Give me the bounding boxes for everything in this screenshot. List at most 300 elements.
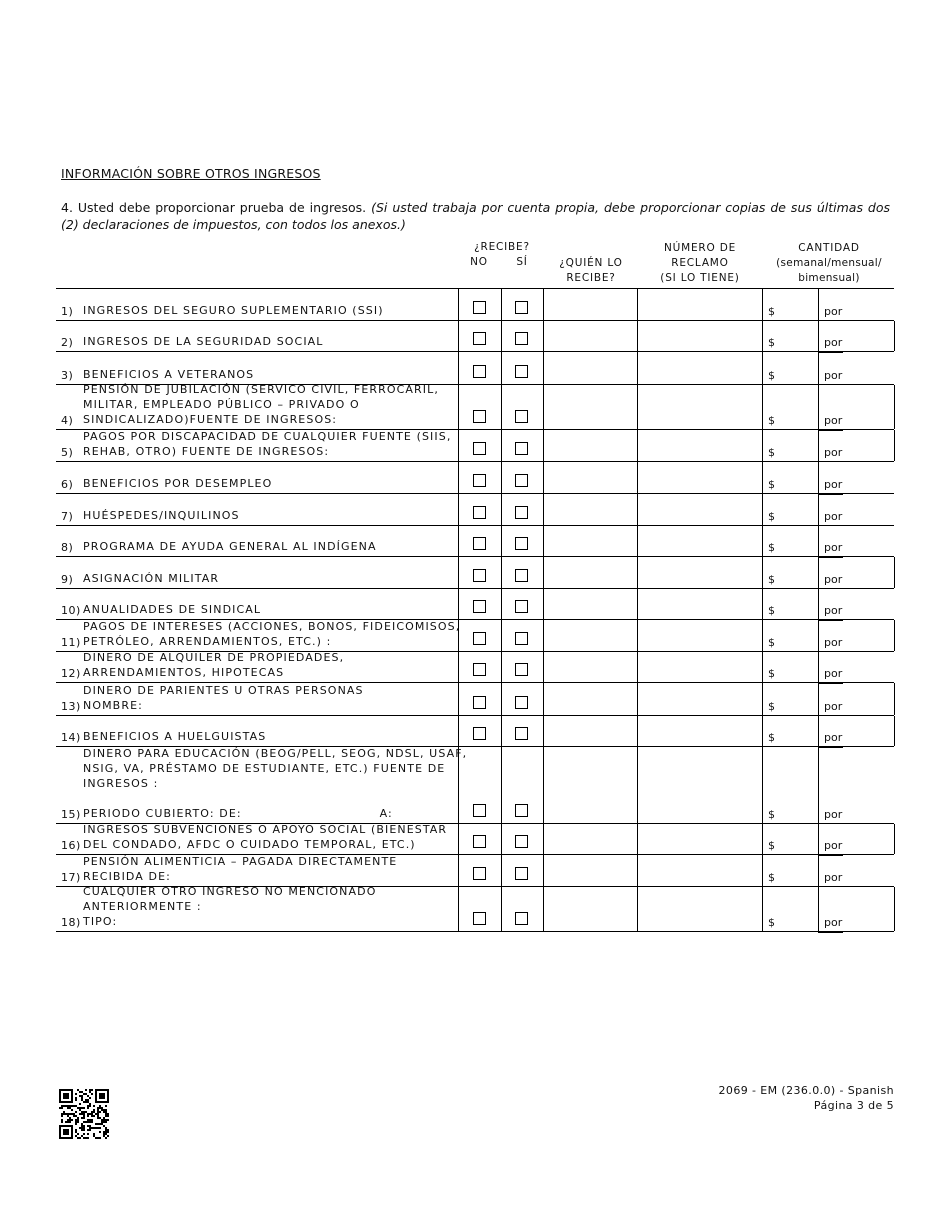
numero-reclamo-field[interactable] xyxy=(638,855,761,886)
barcode-module xyxy=(93,1135,95,1137)
quien-lo-recibe-field[interactable] xyxy=(544,557,636,588)
numero-reclamo-field[interactable] xyxy=(638,716,761,747)
right-border xyxy=(894,385,895,430)
barcode-module xyxy=(65,1133,67,1135)
column-divider xyxy=(501,526,502,557)
row-number: 15) xyxy=(61,807,81,821)
row-label-line: PERIODO CUBIERTO: DE: A: xyxy=(83,806,393,820)
barcode-module xyxy=(107,1097,109,1099)
quien-lo-recibe-field[interactable] xyxy=(544,887,636,932)
quien-lo-recibe-field[interactable] xyxy=(544,747,636,823)
amount-period-field[interactable] xyxy=(846,683,892,715)
checkbox-no[interactable] xyxy=(473,442,486,455)
barcode-module xyxy=(79,1113,81,1115)
barcode-module xyxy=(63,1101,65,1103)
checkbox-no[interactable] xyxy=(473,569,486,582)
amount-period-label: por xyxy=(824,604,843,617)
column-divider xyxy=(818,352,819,384)
checkbox-si[interactable] xyxy=(515,506,528,519)
column-divider xyxy=(501,855,502,886)
numero-reclamo-field[interactable] xyxy=(638,683,761,715)
barcode-module xyxy=(59,1089,61,1091)
amount-dollar-sign: $ xyxy=(768,870,775,884)
barcode-module xyxy=(83,1093,85,1095)
right-border xyxy=(894,683,895,715)
barcode-module xyxy=(73,1105,75,1107)
row-label xyxy=(83,303,452,318)
numero-reclamo-field[interactable] xyxy=(638,652,761,683)
barcode-module xyxy=(103,1117,105,1119)
numero-reclamo-field[interactable] xyxy=(638,526,761,557)
barcode-module xyxy=(95,1123,97,1125)
checkbox-si[interactable] xyxy=(515,365,528,378)
barcode-module xyxy=(99,1123,101,1125)
right-border xyxy=(894,716,895,747)
barcode-module xyxy=(107,1115,109,1117)
barcode-module xyxy=(63,1097,65,1099)
barcode-module xyxy=(61,1115,63,1117)
barcode-module xyxy=(75,1129,77,1131)
barcode-module xyxy=(99,1095,101,1097)
checkbox-si[interactable] xyxy=(515,696,528,709)
table-row xyxy=(56,526,894,558)
barcode-module xyxy=(87,1099,89,1101)
barcode-module xyxy=(69,1105,71,1107)
column-divider xyxy=(762,385,763,430)
barcode-module xyxy=(77,1119,79,1121)
column-divider xyxy=(818,887,819,932)
amount-period-field[interactable] xyxy=(846,462,892,494)
barcode-module xyxy=(87,1133,89,1135)
amount-period-label: por xyxy=(824,870,843,884)
amount-field[interactable] xyxy=(779,652,817,683)
barcode-module xyxy=(75,1093,77,1095)
column-divider xyxy=(501,352,502,384)
column-divider xyxy=(762,557,763,588)
amount-period-field[interactable] xyxy=(846,385,892,430)
numero-reclamo-field[interactable] xyxy=(638,620,761,651)
amount-dollar-sign: $ xyxy=(768,304,775,318)
quien-lo-recibe-field[interactable] xyxy=(544,683,636,715)
column-divider xyxy=(818,620,819,651)
checkbox-no[interactable] xyxy=(473,506,486,519)
column-divider xyxy=(818,652,819,683)
amount-period-field[interactable] xyxy=(846,494,892,525)
row-label-line: NOMBRE: xyxy=(83,698,143,712)
barcode-module xyxy=(85,1121,87,1123)
barcode-module xyxy=(59,1107,61,1109)
checkbox-no[interactable] xyxy=(473,537,486,550)
barcode-module xyxy=(71,1127,73,1129)
quien-lo-recibe-field[interactable] xyxy=(544,526,636,557)
amount-field[interactable] xyxy=(779,589,817,620)
barcode-module xyxy=(83,1121,85,1123)
amount-period-field[interactable] xyxy=(846,289,892,320)
amount-field[interactable] xyxy=(779,321,817,352)
row-label-line: DINERO DE ALQUILER DE PROPIEDADES, xyxy=(83,651,345,664)
row-number: 14) xyxy=(61,731,81,744)
quien-lo-recibe-field[interactable] xyxy=(544,620,636,651)
barcode-module xyxy=(79,1127,81,1129)
right-border xyxy=(894,430,895,461)
row-label-line: PETRÓLEO, ARRENDAMIENTOS, ETC.) : xyxy=(83,634,332,648)
barcode-module xyxy=(81,1111,83,1113)
header-reclamo-line1: NÚMERO DE xyxy=(663,242,737,254)
barcode-module xyxy=(61,1125,63,1127)
row-label-cell xyxy=(56,620,459,651)
barcode-module xyxy=(71,1135,73,1137)
amount-dollar-sign: $ xyxy=(768,667,775,680)
barcode-module xyxy=(75,1111,77,1113)
checkbox-no[interactable] xyxy=(473,410,486,423)
row-number: 5) xyxy=(61,445,74,459)
barcode-module xyxy=(103,1089,105,1091)
numero-reclamo-field[interactable] xyxy=(638,385,761,430)
barcode-module xyxy=(105,1137,107,1139)
barcode-module xyxy=(93,1109,95,1111)
checkbox-si[interactable] xyxy=(515,912,528,925)
numero-reclamo-field[interactable] xyxy=(638,824,761,855)
numero-reclamo-field[interactable] xyxy=(638,589,761,620)
checkbox-si[interactable] xyxy=(515,569,528,582)
row-label xyxy=(83,539,452,554)
column-divider xyxy=(501,652,502,683)
quien-lo-recibe-field[interactable] xyxy=(544,352,636,384)
column-divider xyxy=(762,683,763,715)
checkbox-si[interactable] xyxy=(515,332,528,345)
quien-lo-recibe-field[interactable] xyxy=(544,652,636,683)
barcode-module xyxy=(65,1131,67,1133)
column-divider xyxy=(762,747,763,823)
barcode-module xyxy=(81,1095,83,1097)
quien-lo-recibe-field[interactable] xyxy=(544,430,636,461)
column-divider xyxy=(501,462,502,494)
row-label-cell xyxy=(56,430,459,461)
row-label-cell xyxy=(56,385,459,430)
numero-reclamo-field[interactable] xyxy=(638,557,761,588)
checkbox-no[interactable] xyxy=(473,332,486,345)
amount-period-field[interactable] xyxy=(846,557,892,588)
barcode-module xyxy=(103,1097,105,1099)
barcode-module xyxy=(75,1123,77,1125)
barcode-module xyxy=(101,1121,103,1123)
barcode-module xyxy=(97,1137,99,1139)
barcode-module xyxy=(59,1129,61,1131)
amount-field[interactable] xyxy=(779,526,817,557)
barcode-module xyxy=(63,1111,65,1113)
barcode-module xyxy=(65,1101,67,1103)
quien-lo-recibe-field[interactable] xyxy=(544,589,636,620)
amount-period-field[interactable] xyxy=(846,887,892,932)
numero-reclamo-field[interactable] xyxy=(638,430,761,461)
barcode-module xyxy=(75,1097,77,1099)
barcode-module xyxy=(105,1119,107,1121)
amount-dollar-sign: $ xyxy=(768,635,775,649)
checkbox-si[interactable] xyxy=(515,867,528,880)
amount-dollar-sign: $ xyxy=(768,699,775,713)
barcode-module xyxy=(63,1105,65,1107)
numero-reclamo-field[interactable] xyxy=(638,321,761,352)
quien-lo-recibe-field[interactable] xyxy=(544,462,636,494)
checkbox-no[interactable] xyxy=(473,727,486,740)
barcode-module xyxy=(69,1117,71,1119)
column-divider xyxy=(818,683,819,715)
barcode-module xyxy=(71,1131,73,1133)
checkbox-no[interactable] xyxy=(473,835,486,848)
column-divider xyxy=(762,321,763,352)
amount-period-field[interactable] xyxy=(846,321,892,352)
amount-period-field[interactable] xyxy=(846,747,892,823)
checkbox-si[interactable] xyxy=(515,474,528,487)
row-label-line: DEL CONDADO, AFDC O CUIDADO TEMPORAL, ETC.) xyxy=(83,838,416,851)
barcode-module xyxy=(97,1115,99,1117)
barcode-module xyxy=(105,1131,107,1133)
amount-field[interactable] xyxy=(779,385,817,430)
header-cantidad-line3: bimensual) xyxy=(798,272,860,284)
row-label xyxy=(83,884,452,929)
column-divider xyxy=(818,385,819,430)
row-number: 3) xyxy=(61,368,74,382)
quien-lo-recibe-field[interactable] xyxy=(544,321,636,352)
barcode-module xyxy=(83,1127,85,1129)
page-number: Página 3 de 5 xyxy=(813,1099,894,1112)
quien-lo-recibe-field[interactable] xyxy=(544,289,636,320)
barcode-module xyxy=(71,1109,73,1111)
amount-field[interactable] xyxy=(779,352,817,384)
numero-reclamo-field[interactable] xyxy=(638,289,761,320)
checkbox-si[interactable] xyxy=(515,537,528,550)
checkbox-si[interactable] xyxy=(515,835,528,848)
checkbox-si[interactable] xyxy=(515,442,528,455)
barcode-module xyxy=(93,1115,95,1117)
row-label-line: SINDICALIZADO)FUENTE DE INGRESOS: xyxy=(83,413,338,426)
table-row xyxy=(56,385,894,431)
header-reclamo xyxy=(638,241,762,286)
right-border xyxy=(894,557,895,588)
numero-reclamo-field[interactable] xyxy=(638,887,761,932)
row-number: 6) xyxy=(61,478,74,491)
numero-reclamo-field[interactable] xyxy=(638,462,761,494)
barcode-module xyxy=(103,1125,105,1127)
table-row xyxy=(56,887,894,933)
numero-reclamo-field[interactable] xyxy=(638,352,761,384)
barcode-module xyxy=(107,1113,109,1115)
column-divider xyxy=(762,716,763,747)
checkbox-si[interactable] xyxy=(515,727,528,740)
amount-period-field[interactable] xyxy=(846,620,892,651)
quien-lo-recibe-field[interactable] xyxy=(544,716,636,747)
checkbox-si[interactable] xyxy=(515,632,528,645)
amount-field[interactable] xyxy=(779,716,817,747)
row-label-line: PENSIÓN ALIMENTICIA – PAGADA DIRECTAMENTE xyxy=(83,854,398,868)
barcode-module xyxy=(85,1111,87,1113)
amount-period-field[interactable] xyxy=(846,652,892,683)
barcode-module xyxy=(99,1093,101,1095)
table-row xyxy=(56,589,894,621)
barcode-module xyxy=(65,1093,67,1095)
barcode-module xyxy=(83,1111,85,1113)
column-divider xyxy=(818,289,819,320)
row-label xyxy=(83,508,452,523)
checkbox-si[interactable] xyxy=(515,663,528,676)
barcode-module xyxy=(59,1135,61,1137)
amount-period-label: por xyxy=(824,445,843,459)
barcode-module xyxy=(71,1091,73,1093)
checkbox-si[interactable] xyxy=(515,301,528,314)
amount-dollar-sign: $ xyxy=(768,509,775,523)
barcode-module xyxy=(77,1137,79,1139)
barcode-module xyxy=(101,1119,103,1121)
barcode-module xyxy=(99,1105,101,1107)
barcode-module xyxy=(83,1113,85,1115)
barcode-module xyxy=(107,1095,109,1097)
checkbox-no[interactable] xyxy=(473,632,486,645)
barcode-module xyxy=(87,1101,89,1103)
checkbox-no[interactable] xyxy=(473,301,486,314)
checkbox-no[interactable] xyxy=(473,867,486,880)
barcode-module xyxy=(103,1119,105,1121)
amount-period-field[interactable] xyxy=(846,430,892,461)
quien-lo-recibe-field[interactable] xyxy=(544,385,636,430)
row-label-line: TIPO: xyxy=(83,915,118,928)
amount-period-field[interactable] xyxy=(846,352,892,384)
amount-period-label: por xyxy=(824,541,843,554)
checkbox-no[interactable] xyxy=(473,663,486,676)
numero-reclamo-field[interactable] xyxy=(638,494,761,525)
amount-field[interactable] xyxy=(779,494,817,525)
amount-field[interactable] xyxy=(779,289,817,320)
barcode-module xyxy=(105,1121,107,1123)
barcode-module xyxy=(59,1133,61,1135)
barcode-module xyxy=(63,1089,65,1091)
barcode-module xyxy=(65,1125,67,1127)
barcode-module xyxy=(67,1133,69,1135)
amount-dollar-sign: $ xyxy=(768,604,775,617)
barcode-module xyxy=(105,1109,107,1111)
row-number: 11) xyxy=(61,635,81,649)
barcode-module xyxy=(59,1091,61,1093)
amount-period-field[interactable] xyxy=(846,824,892,855)
amount-field[interactable] xyxy=(779,430,817,461)
barcode-module xyxy=(75,1121,77,1123)
checkbox-si[interactable] xyxy=(515,410,528,423)
barcode-module xyxy=(63,1131,65,1133)
amount-field[interactable] xyxy=(779,620,817,651)
amount-field[interactable] xyxy=(779,747,817,823)
checkbox-no[interactable] xyxy=(473,804,486,817)
row-label xyxy=(83,382,452,427)
barcode-module xyxy=(95,1101,97,1103)
barcode-module xyxy=(95,1137,97,1139)
barcode-module xyxy=(69,1101,71,1103)
barcode-module xyxy=(71,1101,73,1103)
amount-period-label: por xyxy=(824,509,843,523)
amount-field[interactable] xyxy=(779,824,817,855)
barcode-module xyxy=(85,1093,87,1095)
amount-field[interactable] xyxy=(779,683,817,715)
checkbox-no[interactable] xyxy=(473,600,486,613)
amount-field[interactable] xyxy=(779,557,817,588)
amount-field[interactable] xyxy=(779,855,817,886)
barcode-module xyxy=(67,1095,69,1097)
barcode-module xyxy=(67,1113,69,1115)
row-label-cell xyxy=(56,716,459,747)
amount-period-field[interactable] xyxy=(846,589,892,620)
table-row xyxy=(56,716,894,748)
row-label-line: PENSIÓN DE JUBILACIÓN (SERVICO CIVIL, FERROCARIL, xyxy=(83,383,439,396)
barcode-module xyxy=(69,1119,71,1121)
barcode-module xyxy=(61,1119,63,1121)
barcode-module xyxy=(63,1113,65,1115)
barcode-module xyxy=(79,1137,81,1139)
barcode-module xyxy=(103,1133,105,1135)
checkbox-no[interactable] xyxy=(473,912,486,925)
barcode-module xyxy=(97,1111,99,1113)
barcode-module xyxy=(95,1089,97,1091)
form-id: 2069 - EM (236.0.0) - Spanish xyxy=(718,1084,894,1097)
barcode-module xyxy=(81,1127,83,1129)
barcode-module xyxy=(81,1117,83,1119)
checkbox-si[interactable] xyxy=(515,804,528,817)
income-table xyxy=(56,288,894,932)
barcode-module xyxy=(67,1101,69,1103)
quien-lo-recibe-field[interactable] xyxy=(544,855,636,886)
row-label-line: RECIBIDA DE: xyxy=(83,869,171,883)
row-label-cell xyxy=(56,462,459,494)
barcode-module xyxy=(87,1115,89,1117)
amount-dollar-sign: $ xyxy=(768,541,775,554)
barcode-module xyxy=(81,1129,83,1131)
barcode-module xyxy=(89,1119,91,1121)
amount-field[interactable] xyxy=(779,887,817,932)
barcode-module xyxy=(65,1097,67,1099)
column-divider xyxy=(762,855,763,886)
numero-reclamo-field[interactable] xyxy=(638,747,761,823)
row-number: 8) xyxy=(61,541,74,554)
barcode-module xyxy=(91,1111,93,1113)
barcode-module xyxy=(59,1131,61,1133)
amount-field[interactable] xyxy=(779,462,817,494)
barcode-module xyxy=(91,1121,93,1123)
barcode-module xyxy=(89,1127,91,1129)
barcode-module xyxy=(65,1129,67,1131)
amount-period-field[interactable] xyxy=(846,526,892,557)
header-recibe: ¿RECIBE? xyxy=(474,241,530,253)
amount-period-field[interactable] xyxy=(846,716,892,747)
row-label-line: ARRENDAMIENTOS, HIPOTECAS xyxy=(83,666,285,679)
barcode-module xyxy=(71,1125,73,1127)
checkbox-no[interactable] xyxy=(473,365,486,378)
amount-period-field[interactable] xyxy=(846,855,892,886)
barcode-module xyxy=(67,1137,69,1139)
checkbox-si[interactable] xyxy=(515,600,528,613)
barcode-module xyxy=(65,1121,67,1123)
barcode-module xyxy=(101,1109,103,1111)
barcode-module xyxy=(61,1105,63,1107)
barcode-module xyxy=(81,1125,83,1127)
row-label-line: BENEFICIOS POR DESEMPLEO xyxy=(83,477,273,490)
checkbox-no[interactable] xyxy=(473,474,486,487)
footer xyxy=(719,1083,894,1113)
barcode-module xyxy=(105,1115,107,1117)
row-label-cell xyxy=(56,526,459,557)
checkbox-no[interactable] xyxy=(473,696,486,709)
period-underline xyxy=(818,932,843,933)
quien-lo-recibe-field[interactable] xyxy=(544,494,636,525)
barcode-module xyxy=(79,1107,81,1109)
quien-lo-recibe-field[interactable] xyxy=(544,824,636,855)
barcode-module xyxy=(87,1119,89,1121)
